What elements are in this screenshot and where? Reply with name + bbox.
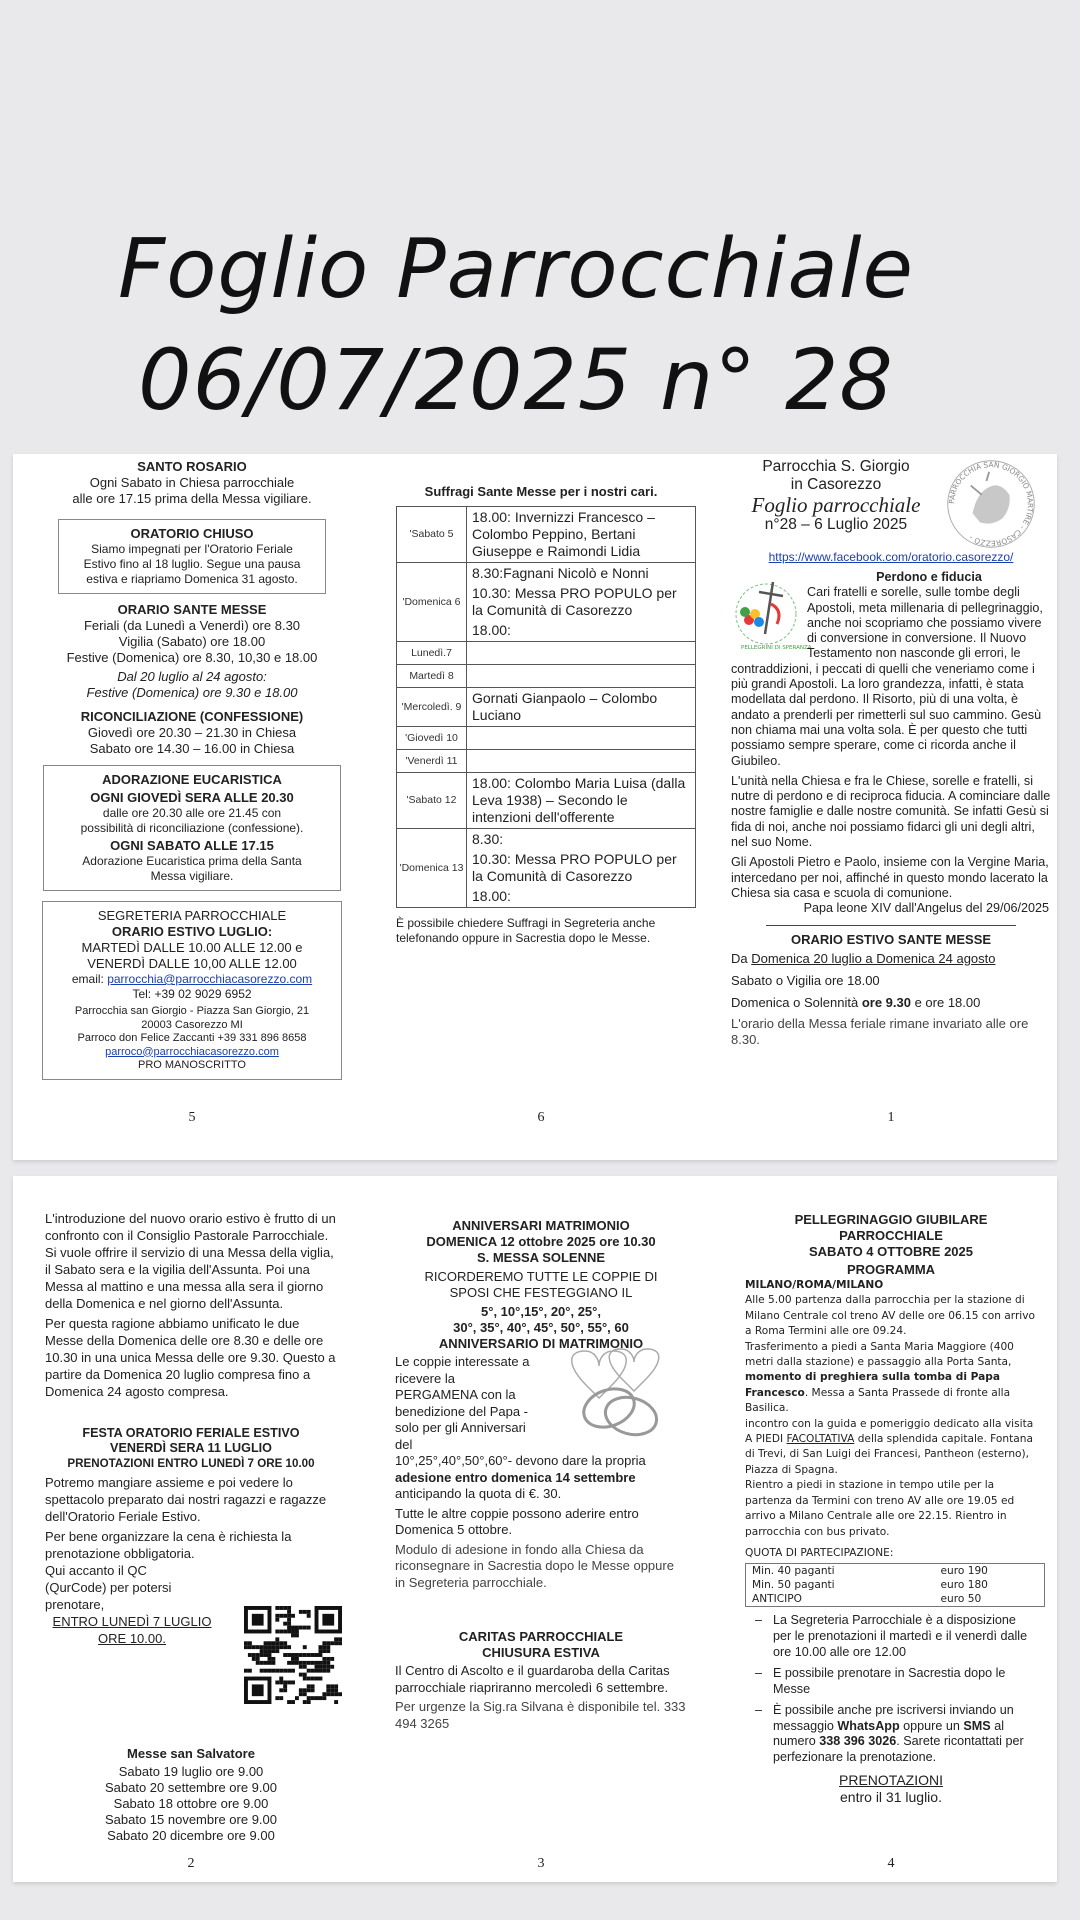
suffragi-row [397, 563, 696, 642]
pergamena-years: 10°,25°,40°,50°,60°- devono dare la propria [395, 1453, 646, 1468]
article-paragraph: Cari fratelli e sorelle, sulle tombe degli Apostoli, meta millenaria di pellegrinaggio, anche noi scopriamo che possiamo vivere di conversione in conversione. Il Nuovo Testamento non nasconde gli errori, le contraddizioni, i peccati di quelli che veneriamo come i più grandi Apostoli. La loro grandezza, infatti, è stata modellata dal perdono. Il Risorto, più di una volta, è andato a prenderli per rimetterli sul suo cammino. Gesù non chiama mai una volta sola. È per questo che tutti possiamo sempre sperare, come ci ricorda anche il Giubileo. [731, 585, 1043, 768]
text: oppure un [899, 1718, 964, 1733]
prenotazione-item [745, 1666, 1037, 1697]
dash-bullet: – [755, 1666, 763, 1681]
festa-title [31, 1426, 351, 1471]
suffragi-day: Martedì 8 [397, 665, 467, 688]
segreteria-hours: VENERDÌ DALLE 10,00 ALLE 12.00 [87, 956, 297, 971]
pergamena-quota: anticipando la quota di €. 30. [395, 1486, 562, 1501]
segreteria-box [42, 901, 342, 1080]
suffragi-row [397, 829, 696, 908]
page-6 [381, 454, 701, 1160]
anniversari-date: DOMENICA 12 ottobre 2025 ore 10.30 [426, 1234, 656, 1249]
divider [766, 925, 1016, 926]
prenotazioni-label: PRENOTAZIONI [839, 1771, 943, 1788]
oratorio-line: Siamo impegnati per l'Oratorio Feriale [91, 542, 293, 556]
anniversari-title-line: ANNIVERSARI MATRIMONIO [452, 1218, 630, 1233]
modulo-adesione: Modulo di adesione in fondo alla Chiesa da riconsegnare in Sacrestia dopo le Messe oppure in Segreteria parrocchiale. [395, 1541, 674, 1590]
issue-number: n°28 – 6 Luglio 2025 [764, 516, 908, 533]
oratorio-box [58, 519, 326, 594]
page-number: 2 [187, 1856, 195, 1871]
pellegrinaggio-title [731, 1212, 1051, 1278]
quota-value: euro 180 [940, 1579, 988, 1592]
adorazione-line: dalle ore 20.30 alle ore 21.45 con [102, 806, 282, 820]
segreteria-subtitle: ORARIO ESTIVO LUGLIO: [111, 924, 273, 939]
pro-manoscritto: PRO MANOSCRITTO [138, 1059, 246, 1071]
suffragi-intentions [467, 507, 696, 563]
wedding-rings-icon [557, 1346, 677, 1442]
article-paragraph: Gli Apostoli Pietro e Paolo, insieme con la Vergine Maria, intercedano per noi, affinché in questo mondo lacerato la Chiesa sia casa e scuola di comunione. [731, 855, 1049, 900]
quota-title: QUOTA DI PARTECIPAZIONE: [745, 1546, 894, 1559]
confessione-line: Giovedì ore 20.30 – 21.30 in Chiesa [87, 725, 297, 740]
ricorderemo-line: SPOSI CHE FESTEGGIANO IL [449, 1285, 633, 1300]
suffragi-day: 'Sabato 12 [397, 773, 467, 829]
text: al numero [773, 1718, 1005, 1749]
salvatore-date: Sabato 15 novembre ore 9.00 [104, 1812, 277, 1827]
suffragi-intentions [467, 642, 696, 665]
estivo-title: ORARIO ESTIVO SANTE MESSE [790, 931, 992, 947]
dash-bullet: – [755, 1613, 763, 1628]
page-1 [731, 454, 1051, 1160]
estivo-feriale: L'orario della Messa feriale rimane invariato alle ore 8.30. [731, 1015, 1029, 1047]
suffragi-intentions [467, 563, 696, 642]
salvatore-date: Sabato 18 ottobre ore 9.00 [113, 1796, 269, 1811]
programma-step [745, 1340, 1037, 1417]
salvatore-section [31, 1746, 351, 1844]
programma-step [745, 1417, 1037, 1479]
pergamena-line: ricevere la [395, 1370, 455, 1386]
cover-title-line1: Foglio Parrocchiale [118, 222, 914, 317]
suffragi-day: 'Sabato 5 [397, 507, 467, 563]
suffragi-title: Suffragi Sante Messe per i nostri cari. [424, 484, 658, 499]
programma-underline: FACOLTATIVA [786, 1433, 855, 1446]
adorazione-line: possibilità di riconciliazione (confessione). [80, 821, 304, 835]
anniversari-years [381, 1304, 701, 1352]
suffragi-day: 'Mercoledì. 9 [397, 688, 467, 727]
article [731, 570, 1051, 917]
page-4 [731, 1176, 1051, 1882]
anniversario-label: ANNIVERSARIO DI MATRIMONIO [438, 1336, 644, 1351]
suffragi-row [397, 773, 696, 829]
adorazione-line: Adorazione Eucaristica prima della Santa [82, 854, 302, 868]
suffragi-row [397, 642, 696, 665]
programma [731, 1278, 1051, 1806]
oratorio-title: ORATORIO CHIUSO [130, 526, 254, 541]
parroco-contact: Parroco don Felice Zaccanti +39 331 896 8658 [77, 1032, 307, 1044]
festa-qr-note: Qui accanto il QC (QurCode) per potersi prenotare, [45, 1563, 172, 1612]
parish-town: in Casorezzo [790, 476, 882, 493]
suffragi-line: 18.00: Invernizzi Francesco – Colombo Peppino, Bertani Giuseppe e Raimondi Lidia [472, 509, 655, 559]
page-3 [381, 1176, 701, 1882]
prenotazione-text [773, 1703, 1037, 1765]
segreteria-hours: MARTEDÌ DALLE 10.00 ALLE 12.00 e [81, 940, 303, 955]
caritas-title [381, 1629, 701, 1661]
estivo-range-dates: Domenica 20 luglio a Domenica 24 agosto [751, 950, 996, 966]
estivo-explanation [31, 1210, 351, 1400]
estivo-range [731, 951, 1051, 967]
programma-text: incontro con la guida e pomeriggio dedicato alla visita A PIEDI [745, 1417, 1034, 1446]
suffragi-intentions [467, 750, 696, 773]
page-number: 4 [887, 1856, 895, 1871]
pellegrinaggio-title-line: PELLEGRINAGGIO GIUBILARE [794, 1212, 988, 1227]
page-number: 1 [887, 1110, 895, 1125]
article-paragraph: L'unità nella Chiesa e fra le Chiese, sorelle e fratelli, si nutre di perdono e di reciproca fiducia. A cominciare dalle nostre famiglie e dalle nostre comunità. Se infatti Gesù si fida di noi, anche noi possiamo fidarci gli uni degli altri, nel suo Nome. [731, 773, 1051, 850]
suffragi-line: 8.30:Fagnani Nicolò e Nonni [472, 565, 649, 581]
page-5 [33, 454, 351, 1160]
parish-seal-icon [945, 458, 1037, 550]
programma-step: Rientro a piedi in stazione in tempo utile per la partenza da Termini con treno AV alle ore 19.05 ed arrivo a Milano Centrale alle ore 22.15. Rientro in parrocchia con bus privato. [745, 1479, 1015, 1538]
estivo-dom-text: e ore 18.00 [910, 994, 981, 1010]
quota-row [746, 1578, 1045, 1592]
adorazione-title: ADORAZIONE EUCARISTICA [102, 772, 282, 787]
suffragi-day: 'Domenica 6 [397, 563, 467, 642]
adorazione-box [43, 765, 341, 891]
jubilee-logo-icon [731, 574, 812, 654]
pergamena-line: del [395, 1436, 413, 1452]
suffragi-intentions [467, 773, 696, 829]
salvatore-date: Sabato 19 luglio ore 9.00 [118, 1764, 264, 1779]
programma-highlight: momento di preghiera sulla tomba di Papa Francesco [745, 1371, 1001, 1399]
confessione-line: Sabato ore 14.30 – 16.00 in Chiesa [89, 741, 295, 756]
adorazione-subtitle: OGNI GIOVEDÌ SERA ALLE 20.30 [90, 790, 294, 805]
quota-label: Min. 50 paganti [752, 1579, 835, 1592]
suffragi-line: 10.30: Messa PRO POPULO per la Comunità di Casorezzo [472, 851, 677, 884]
oratorio-line: estiva e riapriamo Domenica 31 agosto. [86, 572, 298, 586]
caritas-title-line: CARITAS PARROCCHIALE [458, 1629, 624, 1644]
masthead [731, 454, 1051, 564]
suffragi-row [397, 507, 696, 563]
masthead-title: Foglio parrocchiale [751, 493, 921, 517]
caritas-urgenze: Per urgenze la Sig.ra Silvana è disponibile tel. 333 494 3265 [395, 1699, 686, 1731]
caritas-text: Il Centro di Ascolto e il guardaroba della Caritas parrocchiale riapriranno mercoledì 6 settembre. [395, 1663, 670, 1695]
suffragi-day: 'Giovedì 10 [397, 727, 467, 750]
sheet-front [13, 454, 1057, 1160]
programma-label: PROGRAMMA [846, 1262, 936, 1277]
suffragi-intentions [467, 829, 696, 908]
pergamena-line: Le coppie interessate a [395, 1354, 530, 1369]
suffragi-line: 18.00: Colombo Maria Luisa (dalla Leva 1938) – Secondo le intenzioni dell'offerente [472, 775, 686, 825]
suffragi-row [397, 665, 696, 688]
orario-line: Vigilia (Sabato) ore 18.00 [118, 634, 266, 649]
suffragi-line: 18.00: [472, 888, 511, 904]
suffragi-line: Gornati Gianpaolo – Colombo Luciano [472, 690, 658, 723]
ricorderemo-line: RICORDEREMO TUTTE LE COPPIE DI [424, 1269, 658, 1284]
suffragi-day: 'Domenica 13 [397, 829, 467, 908]
segreteria-email-row [47, 972, 337, 987]
article-title: Perdono e fiducia [876, 570, 982, 584]
years-line: 30°, 35°, 40°, 45°, 50°, 55°, 60 [453, 1320, 629, 1335]
suffragi-row [397, 750, 696, 773]
salvatore-title: Messe san Salvatore [127, 1746, 255, 1761]
programma-text: della splendida capitale. Fontana di Trevi, di San Luigi dei Francesi, Pantheon (esterno), Piazza di Spagna. [745, 1433, 1033, 1476]
estivo-range-prefix: Da [731, 950, 752, 966]
parish-name: Parrocchia S. Giorgio [762, 458, 910, 475]
suffragi-table [396, 506, 696, 908]
email-link[interactable]: parrocchia@parrocchiacasorezzo.com [107, 972, 313, 986]
orario-line: Festive (Domenica) ore 8.30, 10,30 e 18.00 [66, 650, 318, 665]
anniversari-subtitle: S. MESSA SOLENNE [476, 1250, 606, 1265]
page-number: 5 [188, 1110, 196, 1125]
orario-title: ORARIO SANTE MESSE [117, 602, 267, 617]
ricorderemo [381, 1269, 701, 1301]
suffragi-day: 'Venerdì 11 [397, 750, 467, 773]
quota-label: ANTICIPO [752, 1593, 803, 1606]
route: MILANO/ROMA/MILANO [745, 1279, 884, 1291]
pergamena-line: PERGAMENA con la [395, 1387, 516, 1402]
segreteria-phone: Tel: +39 02 9029 6952 [132, 987, 252, 1001]
prenotazione-list [745, 1613, 1037, 1765]
prenotazione-item [745, 1613, 1037, 1660]
altre-coppie: Tutte le altre coppie possono aderire entro Domenica 5 ottobre. [395, 1505, 639, 1537]
orario-estivo-line: Festive (Domenica) ore 9.30 e 18.00 [86, 685, 298, 700]
explanation-paragraph: L'introduzione del nuovo orario estivo è frutto di un confronto con il Consiglio Pastorale Parrocchiale. Si vuole offrire il servizio di una Messa della viglia, il Sabato sera e la vigilia dell'Assunta. Poi una Messa al mattino e una messa alla sera il giorno della Domenica e nel giorno dell'Assunta. [45, 1211, 336, 1311]
confessione-section [33, 709, 351, 757]
quota-row [746, 1592, 1045, 1607]
whatsapp-label: WhatsApp [837, 1718, 900, 1733]
pellegrinaggio-title-line: PARROCCHIALE [839, 1228, 943, 1243]
prenotazione-text: E possibile prenotare in Sacrestia dopo le Messe [773, 1666, 1006, 1696]
email-label: email: [71, 972, 104, 986]
rosario-line: Ogni Sabato in Chiesa parrocchiale [89, 475, 295, 490]
festa-title-line: VENERDÌ SERA 11 LUGLIO [110, 1441, 272, 1455]
pergamena-line: solo per gli Anniversari [395, 1420, 526, 1435]
pergamena-line: benedizione del Papa - [395, 1403, 528, 1419]
estivo-dom-time: ore 9.30 [861, 994, 911, 1010]
rosario-line: alle ore 17.15 prima della Messa vigiliare. [72, 491, 312, 506]
orario-estivo-line: Dal 20 luglio al 24 agosto: [117, 669, 267, 684]
text: È possibile anche pre iscriversi inviando un messaggio [773, 1703, 1014, 1733]
suffragi-row [397, 727, 696, 750]
prenotazioni-deadline: entro il 31 luglio. [840, 1788, 942, 1805]
suffragi-intentions [467, 688, 696, 727]
quota-value: euro 50 [940, 1593, 982, 1606]
cover-title [0, 220, 1080, 440]
programma-text: Trasferimento a piedi a Santa Maria Maggiore (400 metri dalla stazione) e passaggio alla Porta Santa, [745, 1340, 1014, 1369]
pellegrinaggio-date: SABATO 4 OTTOBRE 2025 [809, 1244, 973, 1259]
confessione-title: RICONCILIAZIONE (CONFESSIONE) [80, 709, 304, 724]
address-line: 20003 Casorezzo MI [141, 1018, 243, 1031]
text: . Sarete ricontattati per perfezionare la prenotazione. [773, 1734, 1024, 1765]
article-signature: Papa leone XIV dall'Angelus del 29/06/2025 [803, 901, 1049, 916]
suffragi-note: È possibile chiedere Suffragi in Segreteria anche telefonando oppure in Sacrestia dopo le Messe. [396, 916, 656, 945]
salvatore-date: Sabato 20 settembre ore 9.00 [104, 1780, 277, 1795]
estivo-domenica [731, 995, 1051, 1011]
suffragi-row [397, 688, 696, 727]
explanation-paragraph: Per questa ragione abbiamo unificato le due Messe della Domenica delle ore 8.30 e delle ore 10.30 in una unica Messa delle ore 9.30. Questo a partire da Domenica 20 luglio compresa fino a Domenica 24 agosto compresa. [45, 1316, 336, 1399]
adorazione-line: Messa vigiliare. [150, 869, 234, 883]
salvatore-date: Sabato 20 dicembre ore 9.00 [107, 1828, 275, 1843]
suffragi-day: Lunedì.7 [397, 642, 467, 665]
svg-text:PARROCCHIA SAN GIORGIO MARTIRE: PARROCCHIA SAN GIORGIO MARTIRE - CASOREZZO - [947, 460, 1035, 548]
caritas-title-line: CHIUSURA ESTIVA [482, 1645, 600, 1660]
address-line: Parrocchia san Giorgio - Piazza San Giorgio, 21 [74, 1005, 310, 1017]
rosario-section [33, 459, 351, 507]
prenotazione-text: La Segreteria Parrocchiale è a disposizione per le prenotazioni il martedì e il venerdì dalle ore 10.00 alle ore 12.00 [773, 1613, 1028, 1659]
adorazione-subtitle: OGNI SABATO ALLE 17.15 [110, 838, 274, 853]
oratorio-line: Estivo fino al 18 luglio. Segue una pausa [83, 557, 301, 571]
facebook-link[interactable]: https://www.facebook.com/oratorio.casorezzo/ [768, 550, 1014, 564]
quota-value: euro 190 [940, 1565, 988, 1578]
phone-number: 338 396 3026 [819, 1734, 897, 1749]
festa-deadline-title: PRENOTAZIONI ENTRO LUNEDÌ 7 ORE 10.00 [67, 1457, 315, 1470]
estivo-sabato: Sabato o Vigilia ore 18.00 [731, 972, 880, 988]
prenotazione-item [745, 1703, 1037, 1765]
programma-text: . Messa a Santa Prassede di fronte alla Basilica. [745, 1386, 1011, 1415]
page-number: 3 [537, 1856, 545, 1871]
suffragi-line: 18.00: [472, 622, 511, 638]
suffragi-line: 8.30: [472, 831, 504, 847]
programma-step: Alle 5.00 partenza dalla parrocchia per la stazione di Milano Centrale col treno AV delle ore 06.15 con arrivo a Roma Termini alle ore 09.24. [745, 1294, 1035, 1338]
orario-line: Feriali (da Lunedì a Venerdì) ore 8.30 [83, 618, 301, 633]
cover-title-line2: 06/07/2025 n° 28 [138, 331, 894, 429]
sms-label: SMS [963, 1718, 991, 1733]
sheet-back [13, 1176, 1057, 1882]
page-2 [31, 1176, 351, 1882]
festa-deadline: ENTRO LUNEDÌ 7 LUGLIO ORE 10.00. [52, 1614, 212, 1646]
dash-bullet: – [755, 1703, 763, 1718]
parroco-email-link[interactable]: parroco@parrocchiacasorezzo.com [105, 1045, 279, 1058]
anniversari-title [381, 1218, 701, 1266]
segreteria-title: SEGRETERIA PARROCCHIALE [97, 908, 287, 923]
page-number: 6 [537, 1110, 545, 1125]
suffragi-intentions [467, 665, 696, 688]
quota-row [746, 1564, 1045, 1579]
festa-prenotazione: Per bene organizzare la cena è richiesta la prenotazione obbligatoria. [45, 1529, 292, 1561]
svg-text:PELLEGRINI DI SPERANZA: PELLEGRINI DI SPERANZA [741, 645, 812, 651]
quota-table [745, 1563, 1045, 1607]
qr-code-icon[interactable] [244, 1606, 342, 1704]
years-line: 5°, 10°,15°, 20°, 25°, [481, 1304, 601, 1319]
orario-section [33, 602, 351, 701]
salvatore-list [31, 1764, 351, 1844]
quota-label: Min. 40 paganti [752, 1565, 835, 1578]
rosario-title: SANTO ROSARIO [137, 459, 247, 474]
festa-description: Potremo mangiare assieme e poi vedere lo spettacolo preparato dai nostri ragazzi e ragazze dell'Oratorio Feriale Estivo. [45, 1475, 327, 1524]
estivo-dom-text: Domenica o Solennità [731, 994, 862, 1010]
suffragi-line: 10.30: Messa PRO POPULO per la Comunità di Casorezzo [472, 585, 677, 618]
pergamena-deadline: adesione entro domenica 14 settembre [395, 1469, 636, 1485]
suffragi-intentions [467, 727, 696, 750]
festa-title-line: FESTA ORATORIO FERIALE ESTIVO [82, 1426, 300, 1440]
